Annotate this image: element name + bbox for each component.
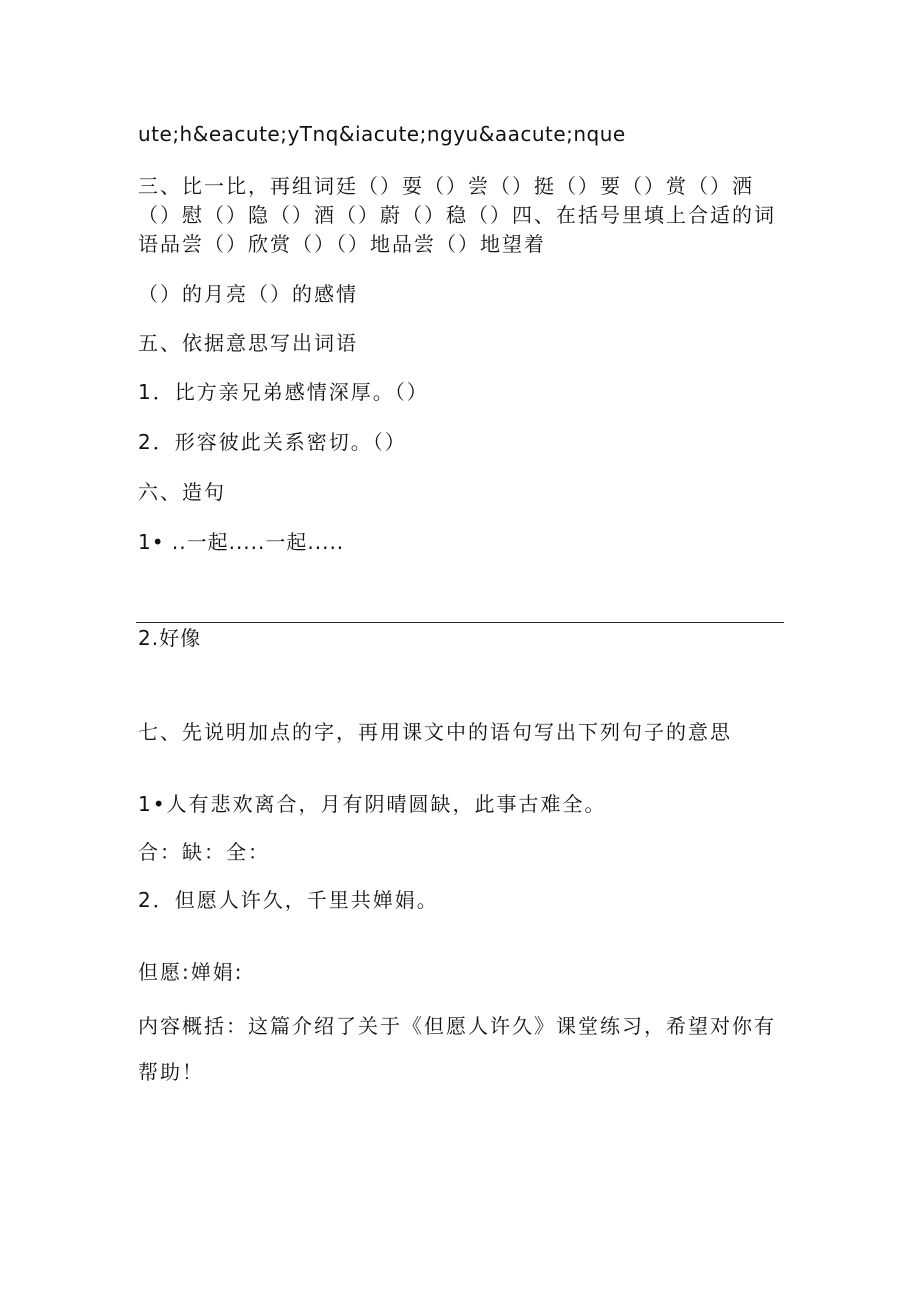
section-7-heading: 七、先说明加点的字，再用课文中的语句写出下列句子的意思: [138, 720, 732, 744]
answer-underline: [136, 622, 784, 623]
section-5-item-2: 2．形容彼此关系密切。（）: [138, 430, 407, 454]
section-4-phrases: （）的月亮（）的感情: [138, 282, 358, 306]
section-7-item-1: 1•人有悲欢离合，月有阴晴圆缺，此事古难全。: [138, 792, 607, 816]
section-5-item-1: 1．比方亲兄弟感情深厚。（）: [138, 380, 429, 404]
section-7-item-2: 2．但愿人许久，千里共婵娟。: [138, 888, 439, 912]
section-3-continued: （）慰（）隐（）酒（）蔚（）稳（）四、在括号里填上合适的词: [138, 203, 776, 227]
content-summary-end: 帮助！: [138, 1060, 204, 1084]
section-6-item-1: 1• ..一起.....一起.....: [138, 530, 345, 554]
section-7-item-1-words: 合：缺：全：: [138, 840, 270, 864]
section-6-item-2: 2.好像: [138, 626, 202, 650]
section-7-item-2-words: 但愿:婵娟:: [138, 960, 244, 984]
section-3-heading: 三、比一比，再组词廷（）耍（）尝（）挺（）要（）赏（）洒: [138, 174, 754, 198]
pinyin-line: ute;h&eacute;yTnq&iacute;ngyu&aacute;nque: [138, 122, 626, 146]
section-6-heading: 六、造句: [138, 480, 226, 504]
section-5-heading: 五、依据意思写出词语: [138, 331, 358, 355]
content-summary: 内容概括：这篇介绍了关于《但愿人许久》课堂练习，希望对你有: [138, 1014, 776, 1038]
section-4-words: 语品尝（）欣赏（）（）地品尝（）地望着: [138, 232, 546, 256]
